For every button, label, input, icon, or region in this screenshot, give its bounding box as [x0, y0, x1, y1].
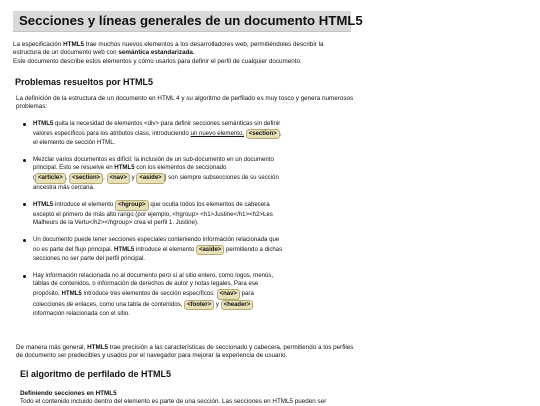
semantics-strong: semántica estandarizada — [118, 49, 193, 57]
html5-strong: HTML5 — [87, 344, 109, 351]
item-text: Hay información relacionada no al documento pero sí al sitio entero, como logos, menús, tablas de contenidos, o información de derechos de autor y notas legales. Para ese propósito, — [33, 271, 274, 297]
item-text: , el elemento de sección HTML. — [33, 129, 282, 147]
subsection-text: Todo el contenido incluido dentro del elemento es parte de una sección. Las secciones en HTML5 pueden ser — [20, 398, 327, 405]
list-item — [21, 120, 283, 148]
list-item: Mezclar varios documentos es difícil: la inclusión de un sub-documento en un documento principal. Esto se resuelve en HTML5 con los elementos de seccionado ( <article> , <section> , <nav> y <aside> ] son siempre subsecciones de su sección ancestra más cercana. — [21, 156, 283, 192]
item-text: Mezclar varios documentos es difícil: la inclusión de un sub-documento en un documento principal. Esto se resuelve en — [33, 155, 274, 172]
code-tag-article: <article> — [35, 173, 66, 184]
code-tag-section: <section> — [246, 129, 280, 140]
intro-paragraph — [13, 41, 353, 58]
item-text: y — [215, 300, 219, 308]
list-item — [21, 272, 283, 319]
list-item — [21, 236, 283, 264]
html5-strong: HTML5 — [33, 120, 54, 127]
code-tag-aside: <aside> — [136, 173, 164, 184]
problems-list — [21, 120, 283, 327]
section-heading-algorithm: El algoritmo de perfilado de HTML5 — [20, 369, 172, 379]
intro-paragraph-2: Este documento describe estos elementos y cómo usarlos para definir el perfil de cualquier documento. — [13, 57, 302, 65]
general-paragraph — [16, 344, 356, 361]
problems-intro: La definición de la estructura de un documento en HTML 4 y su algoritmo de perfilado es muy tosco y genera numerosos problemas: — [16, 95, 354, 111]
new-element-link[interactable]: un nuevo elemento, — [190, 129, 245, 137]
code-tag-nav: <nav> — [217, 289, 240, 300]
intro-block — [13, 41, 353, 66]
code-tag-nav: <nav> — [107, 173, 130, 184]
general-text: trae precisión a las características de seccionado y cabecera, permitiendo a los perfiles de documento ser predecibles y usados por el navegador para mejorar la experiencia de usuario. — [16, 344, 354, 360]
general-text: De manera más general, — [16, 344, 88, 351]
item-text: información relacionada con el sitio. — [33, 310, 130, 318]
html5-strong: HTML5 — [63, 41, 85, 48]
list-item — [21, 200, 283, 228]
html5-strong: HTML5 — [114, 164, 135, 172]
code-tag-aside: <aside> — [196, 245, 224, 256]
section-heading-problems: Problemas resueltos por HTML5 — [15, 77, 154, 87]
item-text: Un documento puede tener secciones especiales conteniendo información relacionada que no es parte del flujo principal. — [33, 235, 280, 253]
code-tag-section: <section> — [69, 173, 103, 184]
subsection-heading: Definiendo secciones en HTML5 — [20, 390, 117, 397]
item-text: introduce el elemento — [53, 201, 115, 209]
code-tag-hgroup: <hgroup> — [115, 200, 149, 211]
intro-text: La especificación — [13, 41, 64, 48]
item-text: introduce tres elementos de sección específicos: — [81, 289, 217, 297]
item-text: quita la necesidad de elementos <div> para definir secciones semánticas sin definir valores específicos para los atributos class, introduciendo — [33, 120, 281, 137]
html5-strong: HTML5 — [33, 201, 54, 209]
item-text: introduce el elemento — [134, 245, 196, 253]
item-text: para colecciones de enlaces, como una tabla de contenidos, — [33, 289, 254, 308]
html5-strong: HTML5 — [113, 245, 135, 253]
item-text: con los elementos de seccionado — [134, 164, 227, 172]
item-text: ] son siempre subsecciones de su sección ancestra más cercana. — [33, 173, 279, 191]
item-text: permitiendo a dichas secciones no ser parte del perfil principal. — [33, 245, 283, 263]
html5-strong: HTML5 — [61, 289, 82, 297]
item-text: y — [131, 173, 135, 181]
page-title: Secciones y líneas generales de un documento HTML5 — [19, 13, 363, 28]
intro-text: . — [192, 49, 195, 57]
code-tag-footer: <footer> — [184, 300, 214, 311]
item-text: que oculta todos los elementos de cabecera excepto el primero de más alto rango (por ejemplo, <hgroup> <h1>Justine</h1><h2>Les Malheurs de la Vertu</h2></hgroup> crea el perfil 1. Justine). — [33, 201, 273, 227]
intro-text: trae muchos nuevos elementos a los desarrolladores web, permitiéndoles describir la estructura de un documento web con — [13, 41, 324, 57]
code-tag-header: <header> — [221, 300, 254, 311]
title-banner — [13, 11, 363, 32]
